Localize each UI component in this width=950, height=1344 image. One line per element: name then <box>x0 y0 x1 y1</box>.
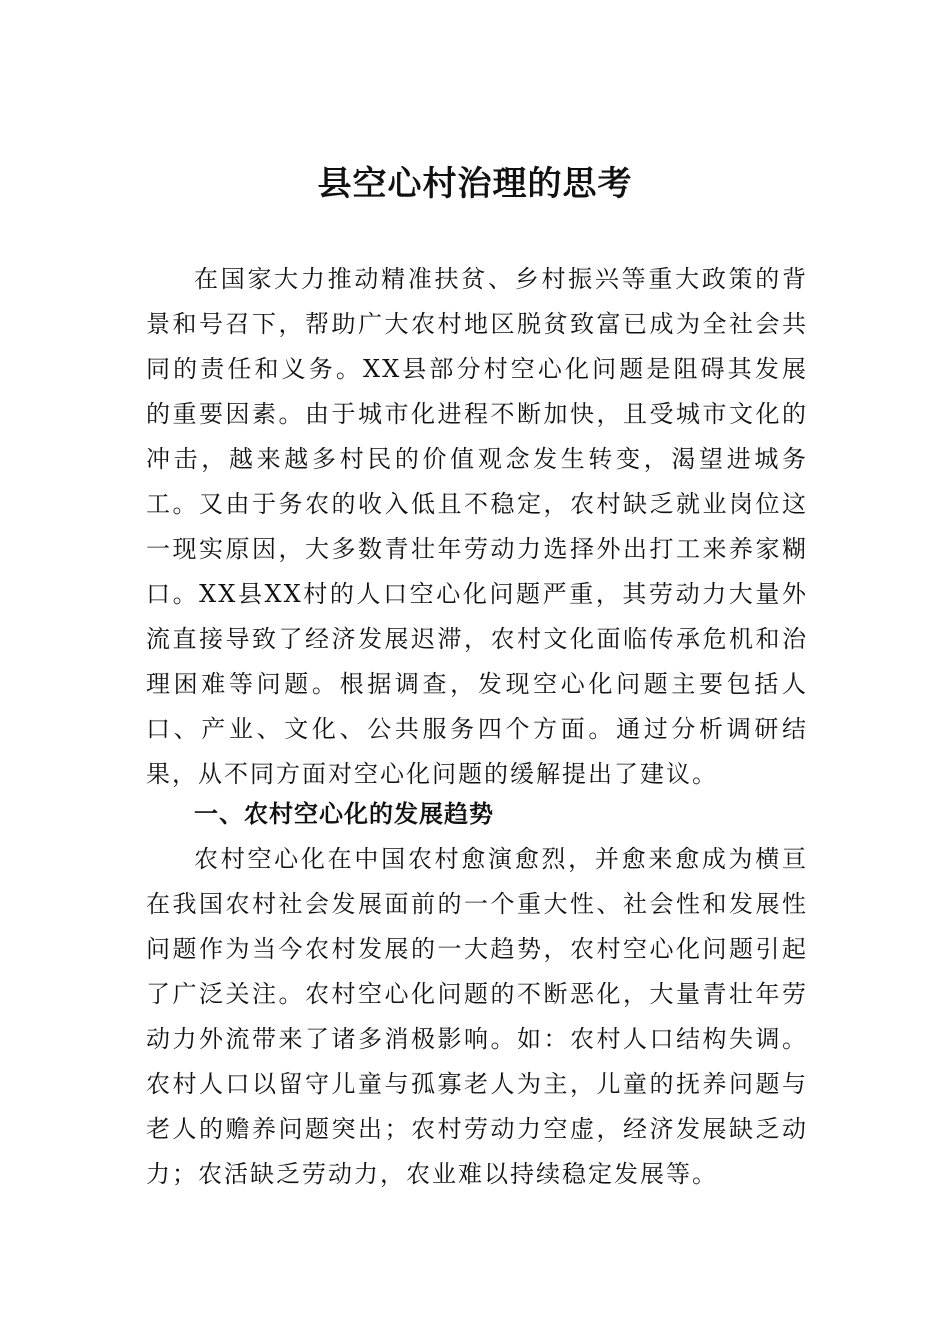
intro-paragraph: 在国家大力推动精准扶贫、乡村振兴等重大政策的背景和号召下，帮助广大农村地区脱贫致富已成为全社会共同的责任和义务。XX县部分村空心化问题是阻碍其发展的重要因素。由于城市化进程不断加快，且受城市文化的冲击，越来越多村民的价值观念发生转变，渴望进城务工。又由于务农的收入低且不稳定，农村缺乏就业岗位这一现实原因，大多数青壮年劳动力选择外出打工来养家糊口。XX县XX村的人口空心化问题严重，其劳动力大量外流直接导致了经济发展迟滞，农村文化面临传承危机和治理困难等问题。根据调查，发现空心化问题主要包括人口、产业、文化、公共服务四个方面。通过分析调研结果，从不同方面对空心化问题的缓解提出了建议。 <box>146 265 808 788</box>
intro-block <box>146 257 808 797</box>
document-title: 县空心村治理的思考 <box>317 164 633 204</box>
section-heading: 一、农村空心化的发展趋势 <box>194 800 494 828</box>
section-block <box>146 792 808 1197</box>
section-paragraph: 农村空心化在中国农村愈演愈烈，并愈来愈成为横亘在我国农村社会发展面前的一个重大性、社会性和发展性问题作为当今农村发展的一大趋势，农村空心化问题引起了广泛关注。农村空心化问题的不断恶化，大量青壮年劳动力外流带来了诸多消极影响。如：农村人口结构失调。农村人口以留守儿童与孤寡老人为主，儿童的抚养问题与老人的赡养问题突出；农村劳动力空虚，经济发展缺乏动力；农活缺乏劳动力，农业难以持续稳定发展等。 <box>146 845 808 1188</box>
